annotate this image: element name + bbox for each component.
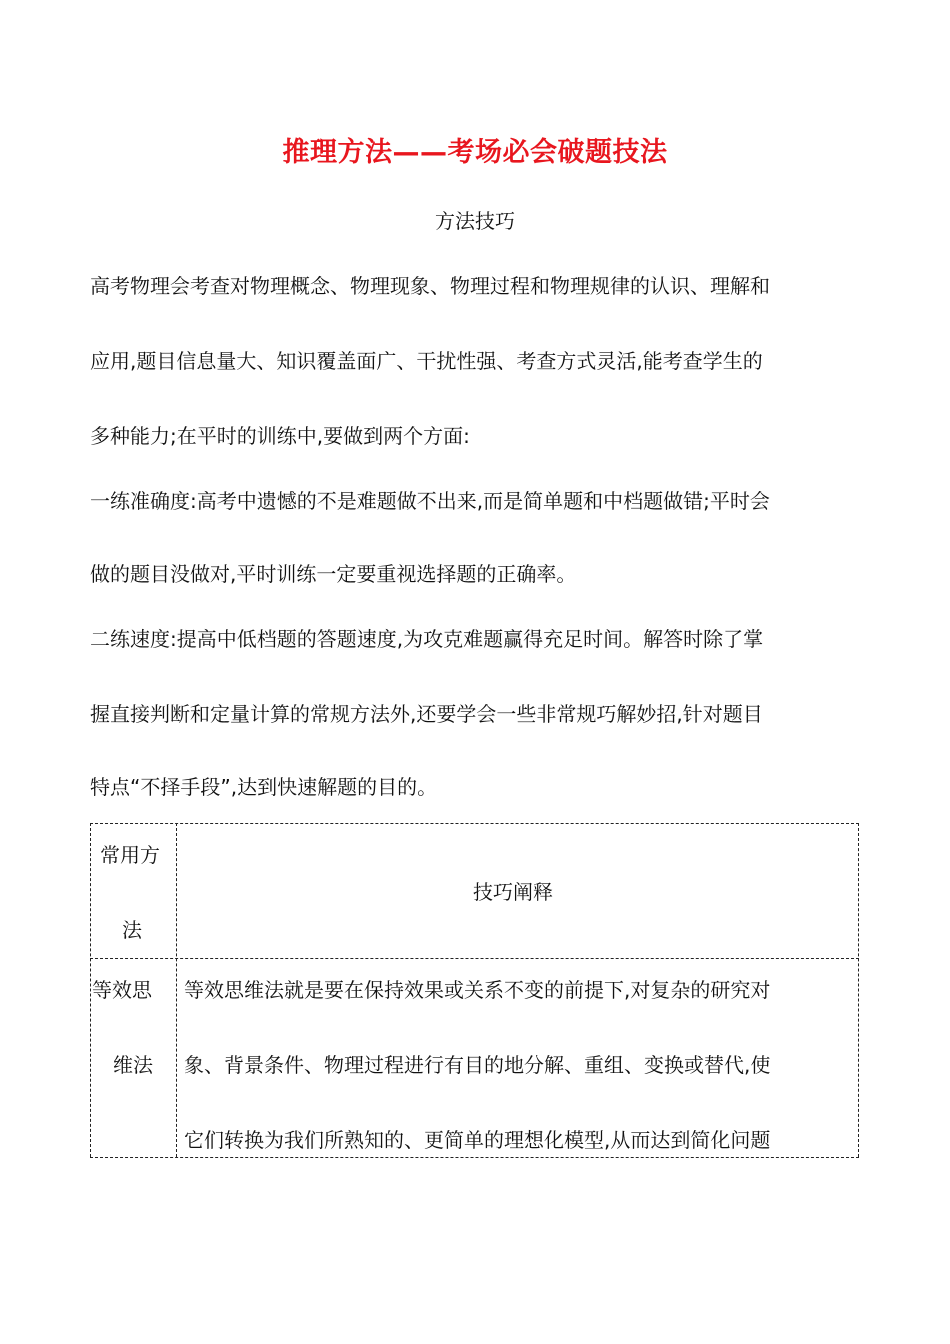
point2-line: 握直接判断和定量计算的常规方法外,还要学会一些非常规巧解妙招,针对题目 [90,702,763,726]
table-border-left [90,823,91,1157]
section-subtitle: 方法技巧 [435,209,515,233]
table-column-divider [176,823,177,1157]
document-title: 推理方法——考场必会破题技法 [282,137,668,168]
intro-line: 应用,题目信息量大、知识覆盖面广、干扰性强、考查方式灵活,能考查学生的 [90,349,763,373]
row-explanation-line: 等效思维法就是要在保持效果或关系不变的前提下,对复杂的研究对 [184,978,771,1002]
table-border-top [90,823,859,824]
header-method-label: 常用方 [100,843,160,867]
row-method-label: 等效思 [92,978,152,1002]
table-row-divider [90,958,859,959]
intro-line: 多种能力;在平时的训练中,要做到两个方面: [90,424,470,448]
intro-line: 高考物理会考查对物理概念、物理现象、物理过程和物理规律的认识、理解和 [90,274,770,298]
header-explanation-label: 技巧阐释 [473,880,553,904]
row-explanation-line: 它们转换为我们所熟知的、更简单的理想化模型,从而达到简化问题 [184,1128,771,1152]
header-method-label: 法 [122,918,142,942]
row-explanation-line: 象、背景条件、物理过程进行有目的地分解、重组、变换或替代,使 [184,1053,771,1077]
row-method-label: 维法 [113,1053,153,1077]
table-border-right [858,823,859,1157]
point1-line: 做的题目没做对,平时训练一定要重视选择题的正确率。 [90,562,577,586]
point2-line: 二练速度:提高中低档题的答题速度,为攻克难题赢得充足时间。解答时除了掌 [90,627,764,651]
methods-table [90,823,859,1157]
point2-line: 特点“不择手段”,达到快速解题的目的。 [90,775,438,799]
point1-line: 一练准确度:高考中遗憾的不是难题做不出来,而是简单题和中档题做错;平时会 [90,489,770,513]
table-border-bottom [90,1157,859,1158]
